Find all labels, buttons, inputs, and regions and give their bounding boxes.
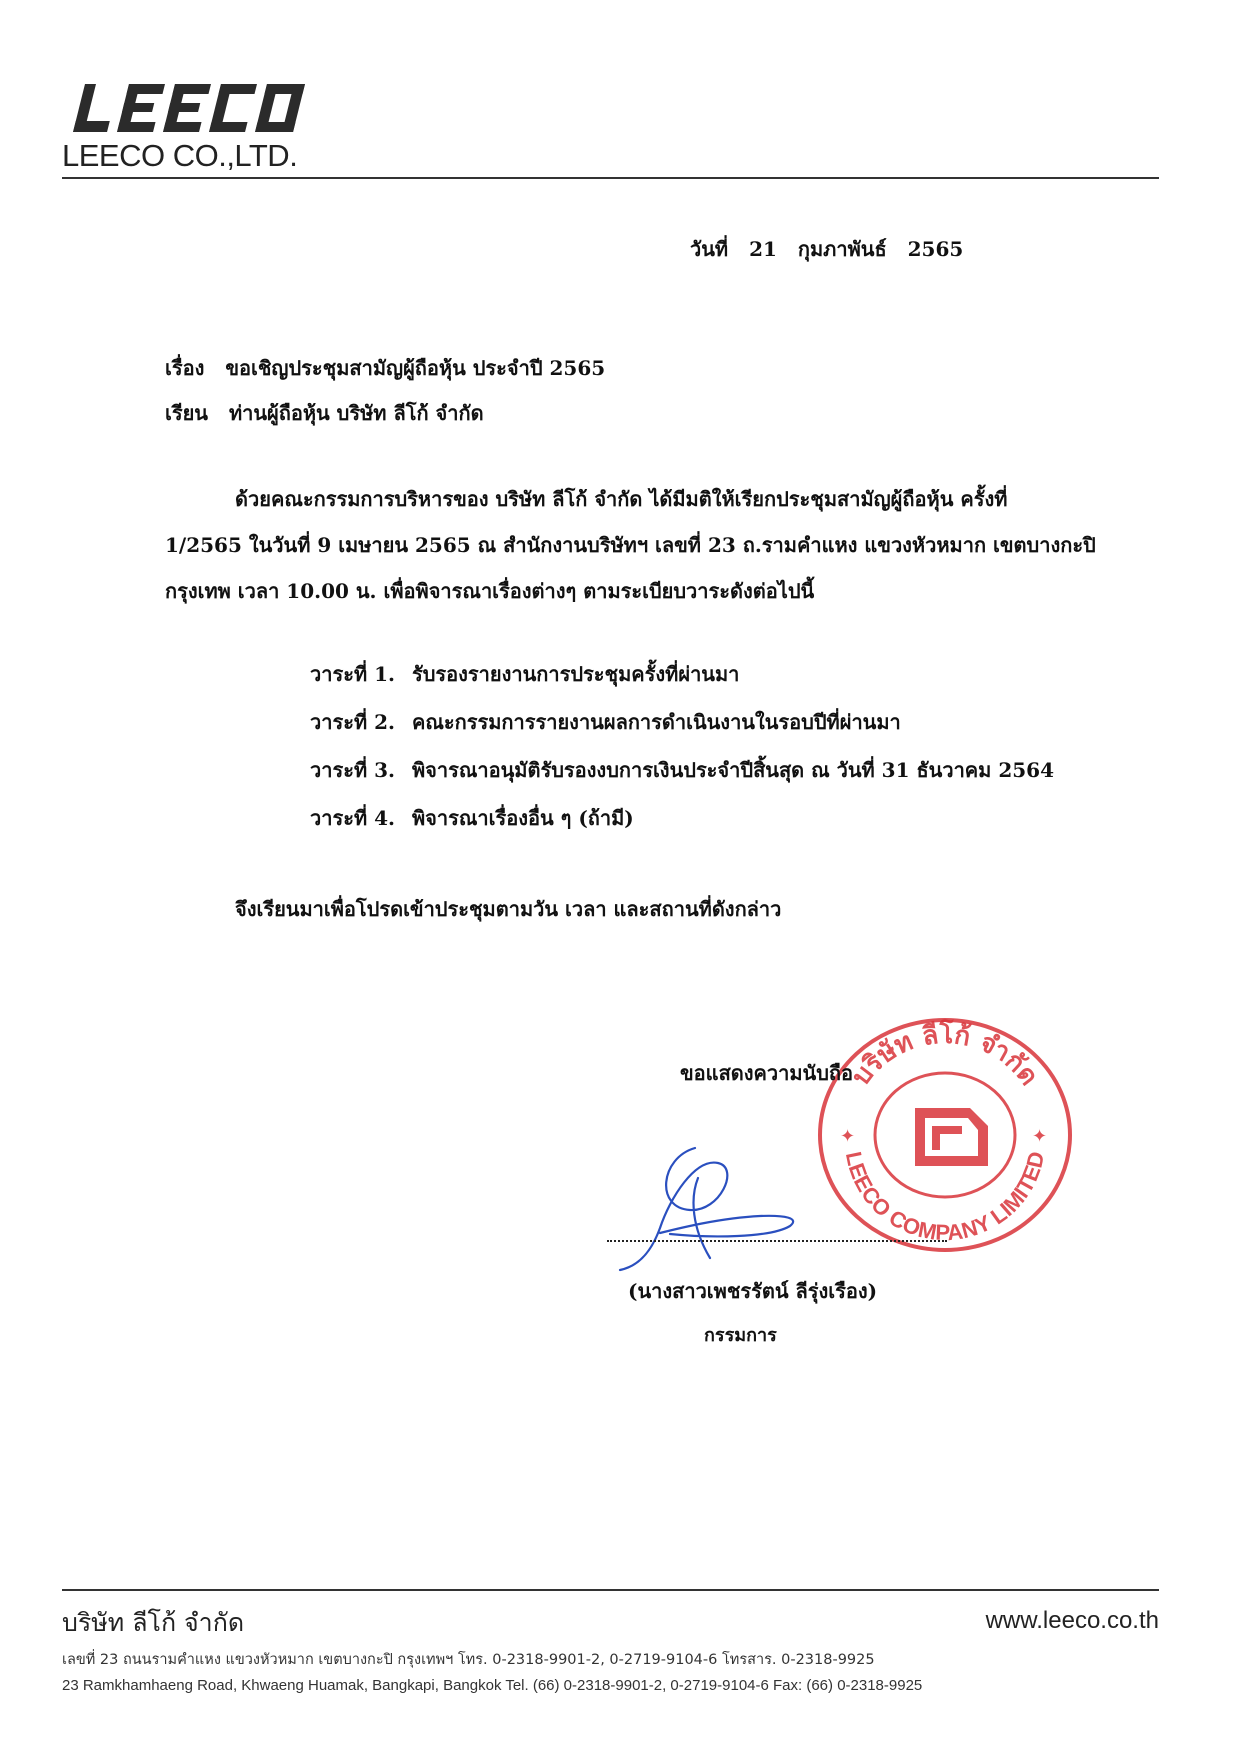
footer-address-th: เลขที่ 23 ถนนรามคำแหง แขวงหัวหมาก เขตบางกะปิ กรุงเทพฯ โทร. 0-2318-9901-2, 0-2719-9104-6 โทรสาร. 0-2318-9925 [62,1652,875,1668]
logo-text: LEECO [72,65,132,84]
body-line: ด้วยคณะกรรมการบริหารของ บริษัท ลีโก้ จำกัด ได้มีมติให้เรียกประชุมสามัญผู้ถือหุ้น ครั้งที่ [235,487,1008,511]
seal-text-top: บริษัท ลีโก้ จำกัด [846,1019,1044,1092]
agenda-number: วาระที่ 1. [310,662,395,686]
company-seal [810,1010,1080,1264]
date-label: วันที่ [690,237,729,261]
handwritten-signature [600,1138,840,1282]
subject-label: เรื่อง [165,356,205,380]
letter-date [690,233,977,265]
regards-text: ขอแสดงความนับถือ [680,1061,854,1085]
agenda-item [310,756,1054,804]
footer-website[interactable]: www.leeco.co.th [985,1607,1159,1634]
agenda-text: รับรองรายงานการประชุมครั้งที่ผ่านมา [411,662,740,686]
company-logo [72,65,312,136]
body-line: 1/2565 ในวันที่ 9 เมษายน 2565 ณ สำนักงานบริษัทฯ เลขที่ 23 ถ.รามคำแหง แขวงหัวหมาก เขตบางกะปิ [165,533,1096,557]
footer-divider [62,1589,1159,1591]
recipient-label: เรียน [165,401,208,425]
agenda-number: วาระที่ 4. [310,806,395,830]
date-year: 2565 [907,237,964,261]
agenda-item [310,660,1054,708]
signature-icon [600,1138,840,1278]
signer-title: กรรมการ [704,1325,777,1346]
agenda-text: พิจารณาอนุมัติรับรองงบการเงินประจำปีสิ้นสุด ณ วันที่ 31 ธันวาคม 2564 [411,758,1054,782]
footer-address-en: 23 Ramkhamhaeng Road, Khwaeng Huamak, Bangkapi, Bangkok Tel. (66) 0-2318-9901-2, 0-2719-9104-6 Fax: (66) 0-2318-9925 [62,1677,923,1694]
signature-line [607,1240,947,1242]
header-divider [62,177,1159,179]
seal-icon [810,1010,1080,1260]
agenda-number: วาระที่ 2. [310,710,395,734]
company-name-en: LEECO CO.,LTD. [62,138,298,173]
agenda-text: คณะกรรมการรายงานผลการดำเนินงานในรอบปีที่ผ่านมา [411,710,901,734]
recipient-text: ท่านผู้ถือหุ้น บริษัท ลีโก้ จำกัด [228,401,484,425]
footer-company-th: บริษัท ลีโก้ จำกัด [62,1608,245,1637]
agenda-list [310,660,1054,852]
svg-text:✦: ✦ [1032,1126,1048,1147]
agenda-item [310,804,1054,852]
signer-name: (นางสาวเพชรรัตน์ ลีรุ่งเรือง) [628,1279,878,1303]
date-day: 21 [749,237,777,261]
leeco-logo-icon [72,65,312,136]
subject-text: ขอเชิญประชุมสามัญผู้ถือหุ้น ประจำปี 2565 [225,356,606,380]
subject-line [165,352,605,384]
agenda-item [310,708,1054,756]
date-month: กุมภาพันธ์ [797,237,887,261]
body-line: กรุงเทพ เวลา 10.00 น. เพื่อพิจารณาเรื่องต่างๆ ตามระเบียบวาระดังต่อไปนี้ [165,579,815,603]
recipient-line [165,397,484,429]
agenda-text: พิจารณาเรื่องอื่น ๆ (ถ้ามี) [411,806,634,830]
seal-text-bottom: LEECO COMPANY LIMITED [840,1149,1050,1246]
svg-text:✦: ✦ [840,1126,856,1147]
closing-sentence: จึงเรียนมาเพื่อโปรดเข้าประชุมตามวัน เวลา และสถานที่ดังกล่าว [235,897,782,921]
agenda-number: วาระที่ 3. [310,758,395,782]
